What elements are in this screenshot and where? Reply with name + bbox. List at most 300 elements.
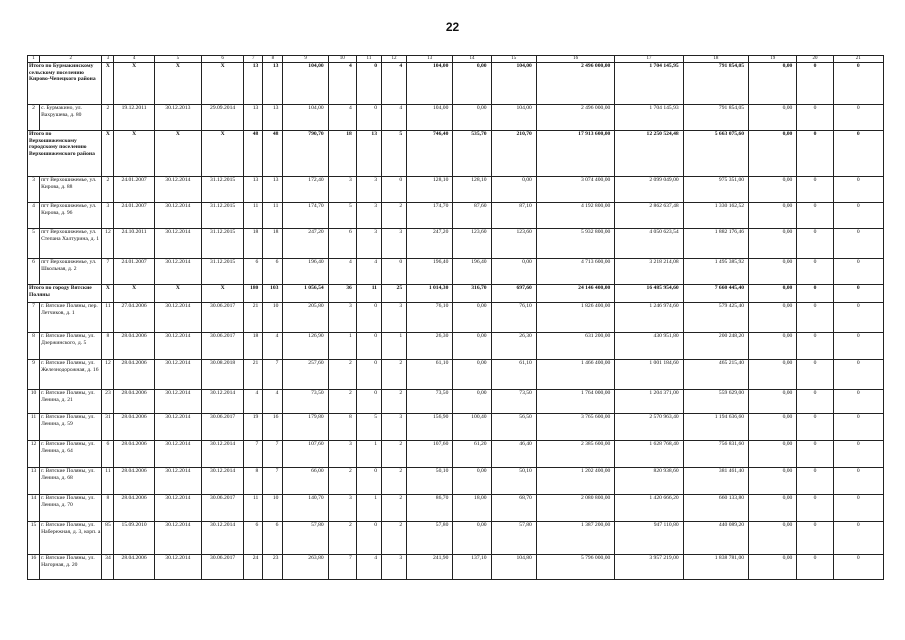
table-cell: 100,40: [453, 414, 491, 441]
address-cell: г. Вятские Поляны, ул. Ленина, д. 64: [40, 441, 102, 468]
table-cell: 0: [356, 522, 381, 555]
table-cell: 4 713 600,00: [536, 259, 614, 285]
table-cell: X: [102, 285, 114, 303]
table-cell: 631 200,00: [536, 333, 614, 360]
table-cell: 140,70: [283, 495, 328, 522]
table-cell: 1 202 400,00: [536, 468, 614, 495]
table-cell: 30.12.2014: [154, 229, 201, 259]
table-cell: 172,40: [283, 177, 328, 203]
table-cell: 21: [244, 303, 263, 333]
table-cell: 3: [356, 203, 381, 229]
table-cell: 5 796 000,00: [536, 555, 614, 580]
table-cell: 11: [356, 285, 381, 303]
table-cell: 61,10: [407, 360, 453, 390]
table-cell: 123,60: [453, 229, 491, 259]
table-cell: 50,10: [491, 468, 536, 495]
table-cell: 3: [102, 203, 114, 229]
table-cell: 28.04.2006: [114, 360, 154, 390]
table-cell: 13: [263, 177, 283, 203]
table-cell: 0,00: [749, 285, 797, 303]
table-cell: 156,90: [407, 414, 453, 441]
table-cell: 29.09.2014: [201, 105, 243, 131]
table-cell: 16: [263, 414, 283, 441]
table-cell: 19.12.2011: [114, 105, 154, 131]
table-cell: 0: [797, 414, 833, 441]
table-cell: 30.12.2014: [154, 441, 201, 468]
table-cell: 0,00: [749, 333, 797, 360]
table-cell: 24.10.2011: [114, 229, 154, 259]
table-cell: 0: [833, 522, 883, 555]
table-cell: 2: [381, 360, 406, 390]
table-cell: X: [114, 285, 154, 303]
table-cell: 15: [28, 522, 40, 555]
table-cell: 36: [328, 285, 356, 303]
table-cell: 24 146 400,00: [536, 285, 614, 303]
table-cell: 8: [244, 468, 263, 495]
table-cell: 73,50: [491, 390, 536, 414]
table-cell: 9: [28, 360, 40, 390]
table-cell: X: [201, 285, 243, 303]
table-cell: 0,00: [749, 414, 797, 441]
table-cell: 11: [28, 414, 40, 441]
table-cell: 0: [797, 360, 833, 390]
table-cell: 19: [244, 414, 263, 441]
table-cell: 7: [244, 441, 263, 468]
table-cell: 1 764 000,00: [536, 390, 614, 414]
table-cell: 0: [833, 414, 883, 441]
column-number-cell: 13: [407, 56, 453, 63]
table-cell: 6: [102, 441, 114, 468]
table-cell: 0: [381, 177, 406, 203]
column-number-cell: 9: [283, 56, 328, 63]
table-cell: 660 133,80: [683, 495, 748, 522]
table-cell: 2: [381, 441, 406, 468]
table-cell: 1 628 768,40: [615, 441, 683, 468]
table-cell: 1 387 200,00: [536, 522, 614, 555]
table-cell: 2 099 049,00: [615, 177, 683, 203]
table-cell: 68,70: [491, 495, 536, 522]
table-cell: 0: [356, 105, 381, 131]
column-number-cell: 21: [833, 56, 883, 63]
table-cell: 5: [381, 131, 406, 177]
subtotal-row: [28, 285, 884, 303]
table-cell: 23: [263, 555, 283, 580]
table-cell: 5: [28, 229, 40, 259]
table-row: [28, 105, 884, 131]
table-cell: 10: [263, 495, 283, 522]
table-cell: 13: [263, 63, 283, 105]
table-cell: 0: [381, 259, 406, 285]
table-cell: 30.06.2017: [201, 414, 243, 441]
table-cell: 1 194 636,60: [683, 414, 748, 441]
table-cell: 0: [833, 555, 883, 580]
table-cell: 3: [328, 495, 356, 522]
table-cell: 2: [28, 105, 40, 131]
table-cell: 30.12.2013: [154, 105, 201, 131]
table-cell: 0,00: [749, 303, 797, 333]
table-cell: 24.01.2007: [114, 203, 154, 229]
table-cell: 50,10: [407, 468, 453, 495]
table-cell: 0,00: [453, 360, 491, 390]
table-cell: 3: [328, 303, 356, 333]
table-cell: 5 932 800,00: [536, 229, 614, 259]
table-cell: 316,70: [453, 285, 491, 303]
table-cell: 7: [263, 441, 283, 468]
address-cell: г. Вятские Поляны, ул. Дзержинского, д. 5: [40, 333, 102, 360]
table-cell: 7: [28, 303, 40, 333]
table-cell: 4: [328, 259, 356, 285]
table-cell: 11: [263, 203, 283, 229]
table-cell: 30.12.2014: [154, 414, 201, 441]
table-cell: X: [114, 63, 154, 105]
table-cell: 174,70: [407, 203, 453, 229]
table-cell: 3: [28, 177, 40, 203]
table-cell: 1 495 385,92: [683, 259, 748, 285]
table-cell: 0,00: [749, 522, 797, 555]
table-cell: 0,00: [453, 390, 491, 414]
table-cell: 13: [263, 105, 283, 131]
table-cell: 3: [328, 177, 356, 203]
table-cell: 0,00: [491, 177, 536, 203]
table-cell: 2: [328, 468, 356, 495]
table-cell: 0,00: [749, 229, 797, 259]
table-cell: 2 862 637,48: [615, 203, 683, 229]
page-number: 22: [445, 20, 460, 34]
column-number-cell: 18: [683, 56, 748, 63]
table-cell: 13: [244, 177, 263, 203]
table-cell: 30.06.2017: [201, 555, 243, 580]
table-cell: 3: [356, 229, 381, 259]
table-cell: 13: [244, 105, 263, 131]
table-cell: 196,40: [283, 259, 328, 285]
table-cell: 0: [833, 390, 883, 414]
column-number-cell: 7: [244, 56, 263, 63]
table-cell: 2: [102, 105, 114, 131]
table-cell: 30.12.2014: [154, 360, 201, 390]
table-cell: 31.12.2015: [201, 259, 243, 285]
table-cell: 2 570 963,40: [615, 414, 683, 441]
table-cell: 6: [328, 229, 356, 259]
table-cell: 3: [356, 177, 381, 203]
table-cell: 3 957 219,00: [615, 555, 683, 580]
table-row: [28, 555, 884, 580]
table-cell: X: [154, 63, 201, 105]
table-cell: 430 951,80: [615, 333, 683, 360]
table-cell: 1: [356, 495, 381, 522]
column-number-cell: 4: [114, 56, 154, 63]
table-cell: 0: [833, 285, 883, 303]
table-cell: 0: [797, 131, 833, 177]
table-cell: 0: [797, 390, 833, 414]
table-cell: 0: [797, 495, 833, 522]
table-cell: 107,60: [283, 441, 328, 468]
table-cell: 28.04.2006: [114, 414, 154, 441]
table-cell: 0: [356, 63, 381, 105]
table-cell: 13: [244, 63, 263, 105]
table-cell: 8: [28, 333, 40, 360]
column-number-row: [28, 56, 884, 63]
table-cell: 2: [381, 495, 406, 522]
table-cell: 174,70: [283, 203, 328, 229]
table-cell: 2: [328, 360, 356, 390]
table-cell: 1 704 145,95: [615, 63, 683, 105]
table-cell: 30.12.2014: [154, 390, 201, 414]
table-cell: 746,40: [407, 131, 453, 177]
table-cell: 4: [263, 333, 283, 360]
table-cell: 579 425,40: [683, 303, 748, 333]
table-cell: 16 485 954,60: [615, 285, 683, 303]
table-cell: 46,40: [491, 441, 536, 468]
table-cell: 11: [244, 495, 263, 522]
table-cell: 31.12.2015: [201, 177, 243, 203]
table-cell: X: [154, 285, 201, 303]
table-cell: 57,80: [407, 522, 453, 555]
column-number-cell: 12: [381, 56, 406, 63]
table-cell: 30.12.2014: [201, 390, 243, 414]
address-cell: г. Вятские Поляны, ул. Железнодорожная, д. 16: [40, 360, 102, 390]
table-cell: 61,20: [453, 441, 491, 468]
table-cell: 0: [833, 131, 883, 177]
table-cell: 16: [28, 555, 40, 580]
table-cell: 7: [102, 259, 114, 285]
table-cell: 18,00: [453, 495, 491, 522]
table-cell: 7: [263, 468, 283, 495]
table-cell: 21: [244, 360, 263, 390]
table-cell: 179,80: [283, 414, 328, 441]
table-cell: 30.06.2017: [201, 333, 243, 360]
table-cell: 8: [328, 414, 356, 441]
table-cell: 28.04.2006: [114, 495, 154, 522]
table-cell: 1 246 974,60: [615, 303, 683, 333]
table-cell: 30.12.2014: [154, 555, 201, 580]
table-cell: 0: [833, 441, 883, 468]
table-cell: 3: [381, 303, 406, 333]
table-cell: 104,00: [491, 63, 536, 105]
table-cell: 0: [833, 63, 883, 105]
table-row: [28, 177, 884, 203]
subtotal-row: [28, 131, 884, 177]
table-row: [28, 390, 884, 414]
table-cell: 0: [833, 229, 883, 259]
table-cell: 12 250 524,48: [615, 131, 683, 177]
table-cell: 247,20: [407, 229, 453, 259]
table-cell: X: [102, 63, 114, 105]
table-cell: 756 831,60: [683, 441, 748, 468]
table-cell: 4: [328, 105, 356, 131]
table-cell: 0: [833, 259, 883, 285]
table-cell: 0: [797, 229, 833, 259]
table-cell: 0: [356, 390, 381, 414]
table-cell: 2 496 000,00: [536, 105, 614, 131]
table-row: [28, 441, 884, 468]
table-cell: 26,30: [491, 333, 536, 360]
table-cell: 2: [381, 390, 406, 414]
table-cell: 0,00: [749, 468, 797, 495]
table-cell: 28.04.2006: [114, 390, 154, 414]
table-cell: 11: [244, 203, 263, 229]
table-cell: 0,00: [749, 177, 797, 203]
table-cell: 180: [244, 285, 263, 303]
table-cell: 30.12.2014: [201, 468, 243, 495]
column-number-cell: 10: [328, 56, 356, 63]
table-cell: 2 385 600,00: [536, 441, 614, 468]
table-cell: 11: [102, 303, 114, 333]
table-cell: 30.06.2017: [201, 303, 243, 333]
table-cell: 0,00: [749, 203, 797, 229]
table-cell: 104,00: [491, 105, 536, 131]
table-cell: 128,10: [453, 177, 491, 203]
table-cell: 30.12.2014: [154, 333, 201, 360]
address-cell: г. Вятские Поляны, ул. Ленина, д. 68: [40, 468, 102, 495]
table-cell: 2 496 000,00: [536, 63, 614, 105]
table-cell: 4: [381, 63, 406, 105]
table-cell: 263,80: [283, 555, 328, 580]
column-number-cell: 8: [263, 56, 283, 63]
table-cell: 0: [797, 177, 833, 203]
table-cell: 5: [328, 203, 356, 229]
table-cell: 0,00: [749, 495, 797, 522]
table-cell: 3: [381, 555, 406, 580]
table-cell: 6: [263, 259, 283, 285]
column-number-cell: 5: [154, 56, 201, 63]
table-cell: 30.12.2014: [154, 259, 201, 285]
table-cell: 210,70: [491, 131, 536, 177]
table-cell: 975 351,00: [683, 177, 748, 203]
table-cell: 0: [356, 468, 381, 495]
table-cell: 128,10: [407, 177, 453, 203]
table-cell: 465 215,40: [683, 360, 748, 390]
table-cell: 2: [328, 390, 356, 414]
register-table: [27, 55, 884, 580]
table-cell: 24: [244, 555, 263, 580]
table-cell: 87,60: [453, 203, 491, 229]
table-cell: 1: [381, 333, 406, 360]
table-cell: 559 629,00: [683, 390, 748, 414]
table-cell: 7: [328, 555, 356, 580]
table-cell: 0,00: [749, 63, 797, 105]
table-cell: 12: [28, 441, 40, 468]
table-cell: 2: [328, 522, 356, 555]
table-cell: 48: [244, 131, 263, 177]
table-cell: 30.12.2014: [154, 303, 201, 333]
table-cell: 6: [263, 522, 283, 555]
table-cell: 0: [833, 495, 883, 522]
table-cell: 790,70: [283, 131, 328, 177]
table-cell: 126,90: [283, 333, 328, 360]
table-cell: 791 854,05: [683, 105, 748, 131]
table-cell: X: [201, 131, 243, 177]
address-cell: с. Бурмакино, ул. Вахрушева, д. 80: [40, 105, 102, 131]
table-cell: 1 014,30: [407, 285, 453, 303]
table-cell: 66,00: [283, 468, 328, 495]
table-cell: 5 663 075,60: [683, 131, 748, 177]
table-cell: 25: [381, 285, 406, 303]
table-cell: 1 330 162,52: [683, 203, 748, 229]
table-cell: 1 826 400,00: [536, 303, 614, 333]
table-cell: 23: [102, 390, 114, 414]
table-cell: 18: [244, 229, 263, 259]
table-cell: 12: [102, 360, 114, 390]
table-cell: 4: [356, 259, 381, 285]
table-cell: 4: [263, 390, 283, 414]
table-row: [28, 495, 884, 522]
column-number-cell: 15: [491, 56, 536, 63]
table-cell: 0,00: [453, 333, 491, 360]
table-cell: 0: [797, 259, 833, 285]
table-cell: 14: [28, 495, 40, 522]
table-cell: 0,00: [453, 303, 491, 333]
table-cell: 2: [381, 468, 406, 495]
address-cell: пгт Верхошижемье, ул. Кирова, д. 88: [40, 177, 102, 203]
table-cell: 0: [797, 203, 833, 229]
table-cell: 104,80: [491, 555, 536, 580]
table-cell: 2: [381, 522, 406, 555]
table-cell: 0: [356, 333, 381, 360]
table-cell: 30.12.2014: [154, 468, 201, 495]
subtotal-label: Итого по Верхошижемскому городскому поселению Верхошижемского района: [28, 131, 102, 177]
table-cell: 8: [102, 333, 114, 360]
table-row: [28, 303, 884, 333]
table-row: [28, 229, 884, 259]
column-number-cell: 11: [356, 56, 381, 63]
table-cell: 18: [263, 229, 283, 259]
table-row: [28, 360, 884, 390]
table-cell: 1 204 371,00: [615, 390, 683, 414]
table-cell: 0: [797, 468, 833, 495]
table-cell: 56,50: [491, 414, 536, 441]
table-cell: 0: [356, 303, 381, 333]
table-cell: 1: [356, 441, 381, 468]
table-cell: 200 248,20: [683, 333, 748, 360]
table-cell: 1 001 184,60: [615, 360, 683, 390]
table-cell: 381 461,40: [683, 468, 748, 495]
table-cell: 30.12.2014: [201, 441, 243, 468]
table-cell: 0: [833, 303, 883, 333]
table-cell: 697,60: [491, 285, 536, 303]
table-cell: 241,90: [407, 555, 453, 580]
table-cell: 5: [356, 414, 381, 441]
table-cell: 6: [28, 259, 40, 285]
table-cell: 104,00: [407, 105, 453, 131]
table-cell: 1 466 400,00: [536, 360, 614, 390]
address-cell: пгт Верхошижемье, ул. Степана Халтурина, д. 1: [40, 229, 102, 259]
address-cell: г. Вятские Поляны, ул. Ленина, д. 21: [40, 390, 102, 414]
table-row: [28, 414, 884, 441]
address-cell: г. Вятские Поляны, ул. Ленина, д. 70: [40, 495, 102, 522]
column-number-cell: 3: [102, 56, 114, 63]
table-cell: 196,40: [407, 259, 453, 285]
table-cell: 0: [797, 285, 833, 303]
table-cell: 31.12.2015: [201, 203, 243, 229]
table-cell: 0,00: [749, 555, 797, 580]
table-cell: 0,00: [453, 63, 491, 105]
table-cell: 0: [833, 360, 883, 390]
table-cell: 8: [102, 495, 114, 522]
table-cell: 18: [244, 333, 263, 360]
table-cell: 3: [381, 414, 406, 441]
table-cell: 0: [833, 105, 883, 131]
table-cell: 28.04.2006: [114, 468, 154, 495]
table-cell: 107,60: [407, 441, 453, 468]
table-cell: 48: [263, 131, 283, 177]
table-cell: 28.04.2006: [114, 555, 154, 580]
table-cell: 2: [381, 203, 406, 229]
address-cell: г. Вятские Поляны, ул. Нагорная, д. 20: [40, 555, 102, 580]
table-cell: 257,60: [283, 360, 328, 390]
column-number-cell: 16: [536, 56, 614, 63]
table-cell: 0,00: [749, 105, 797, 131]
table-cell: 205,80: [283, 303, 328, 333]
